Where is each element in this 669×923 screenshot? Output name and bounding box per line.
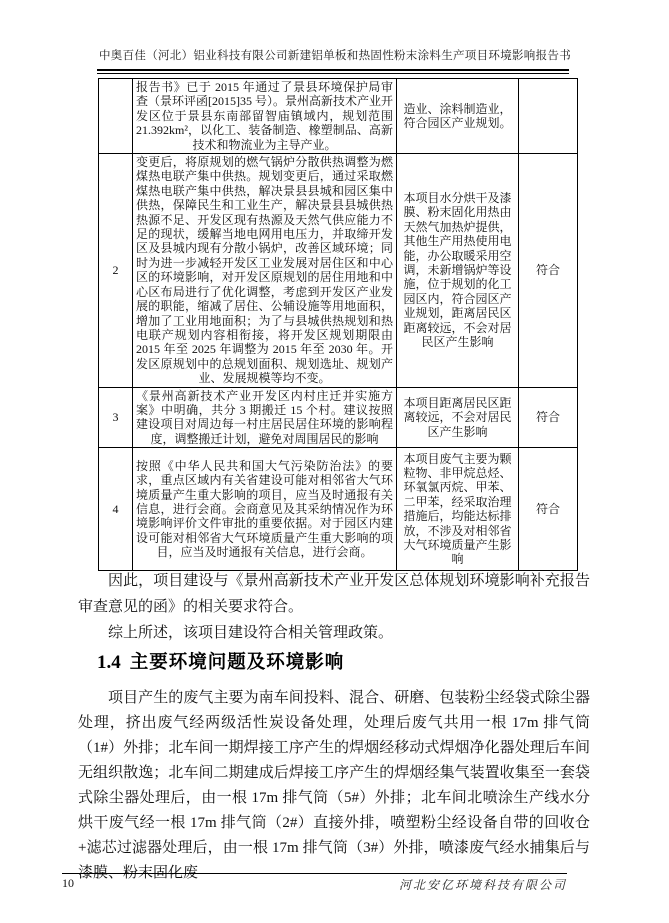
header-double-rule [97, 69, 569, 74]
table-row [99, 387, 578, 448]
closing-paragraph-2: 综上所述，该项目建设符合相关管理政策。 [108, 625, 394, 641]
document-header-title: 中奥百佳（河北）铝业科技有限公司新建铝单板和热固性粉末涂料生产项目环境影响报告书 [99, 50, 571, 62]
table-row [99, 154, 578, 388]
table-row [99, 448, 578, 571]
requirement-cell: 变更后，将原规划的燃气锅炉分散供热调整为燃煤热电联产集中供热。规划变更后，通过采取燃煤热电联产集中供热，解决景县县城和园区集中供热，保障民生和工业生产，解决景县县城供热热源不足、开发区现有热源及天然气供应能力不足的现状，缓解当地电网用电压力，并取缔开发区及县城内现有分散小锅炉，改善区域环境；同时为进一步减轻开发区工业发展对居住区和中心区的环境影响，对开发区原规划的居住用地和中心区布局进行了优化调整，考虑到开发区产业发展的职能，缩减了居住、公辅设施等用地面积，增加了工业用地面积；为了与县城供热规划和热电联产规划内容相衔接，将开发区规划期限由 2015 年至 2025 年调整为 2015 年至 2030 年。开发区原规划中的总规划面积、规划选址、规划产业、发展规模等均不变。 [133, 154, 397, 388]
table-row [99, 79, 578, 154]
project-situation-cell: 本项目距离居民区距离较远，不会对居民区产生影响 [397, 387, 519, 448]
project-situation-cell: 造业、涂料制造业，符合园区产业规划。 [397, 79, 519, 154]
section-number: 1.4 [97, 652, 121, 673]
project-situation-cell: 本项目水分烘干及漆膜、粉末固化用热由天然气加热炉提供，其他生产用热使用电能，办公取暖采用空调，未新增锅炉等设施，位于规划的化工园区内，符合园区产业规划，距离居民区距离较远，不会对居民区产生影响 [397, 154, 519, 388]
compliance-table [98, 78, 578, 571]
conclusion-cell: 符合 [519, 387, 578, 448]
footer-company-name: 河北安亿环境科技有限公司 [398, 878, 567, 892]
section-title: 主要环境问题及环境影响 [129, 651, 345, 672]
closing-paragraph-1: 因此，项目建设与《景州高新技术产业开发区总体规划环境影响补充报告审查意见的函》的相关要求符合。 [78, 573, 590, 615]
closing-paragraphs [78, 568, 590, 646]
row-number-cell [99, 79, 133, 154]
row-number-cell: 3 [99, 387, 133, 448]
section-heading [97, 648, 344, 674]
conclusion-cell [519, 79, 578, 154]
requirement-cell: 《景州高新技术产业开发区内村庄迁并实施方案》中明确，共分 3 期搬迁 15 个村。建议按照建设项目对周边每一村庄居民居住环境的影响程度，调整搬迁计划，避免对周围居民的影响 [133, 387, 397, 448]
requirement-cell: 报告书》已于 2015 年通过了景县环境保护局审查（景环评函[2015]35 号）。景州高新技术产业开发区位于景县东南部留智庙镇域内，规划范围 21.392km²，以化工、装备制造、橡塑制品、高新技术和物流业为主导产业。 [133, 79, 397, 154]
project-situation-cell: 本项目废气主要为颗粒物、非甲烷总烃、环氧氯丙烷、甲苯、二甲苯，经采取治理措施后，均能达标排放，不涉及对相邻省大气环境质量产生影响 [397, 448, 519, 571]
row-number-cell: 4 [99, 448, 133, 571]
requirement-cell: 按照《中华人民共和国大气污染防治法》的要求，重点区域内有关省建设可能对相邻省大气环境质量产生重大影响的项目，应当及时通报有关信息，进行会商。会商意见及其采纳情况作为环境影响评价文件审批的重要依据。对于园区内建设可能对相邻省大气环境质量产生重大影响的项目，应当及时通报有关信息，进行会商。 [133, 448, 397, 571]
conclusion-cell: 符合 [519, 154, 578, 388]
body-paragraph: 项目产生的废气主要为南车间投料、混合、研磨、包装粉尘经袋式除尘器处理，挤出废气经两级活性炭设备处理，处理后废气共用一根 17m 排气筒（1#）外排；北车间一期焊接工序产生的焊烟经移动式焊烟净化器处理后车间无组织散逸；北车间二期建成后焊接工序产生的焊烟经集气装置收集至一套袋式除尘器处理后，由一根 17m 排气筒（5#）外排；北车间北喷涂生产线水分烘干废气经一根 17m 排气筒（2#）直接外排，喷塑粉尘经设备自带的回收仓+滤芯过滤器处理后，由一根 17m 排气筒（3#）外排，喷漆废气经水捕集后与漆膜、粉末固化废 [78, 690, 590, 881]
row-number-cell: 2 [99, 154, 133, 388]
conclusion-cell: 符合 [519, 448, 578, 571]
page-footer [62, 873, 567, 893]
page-number: 10 [62, 876, 74, 890]
